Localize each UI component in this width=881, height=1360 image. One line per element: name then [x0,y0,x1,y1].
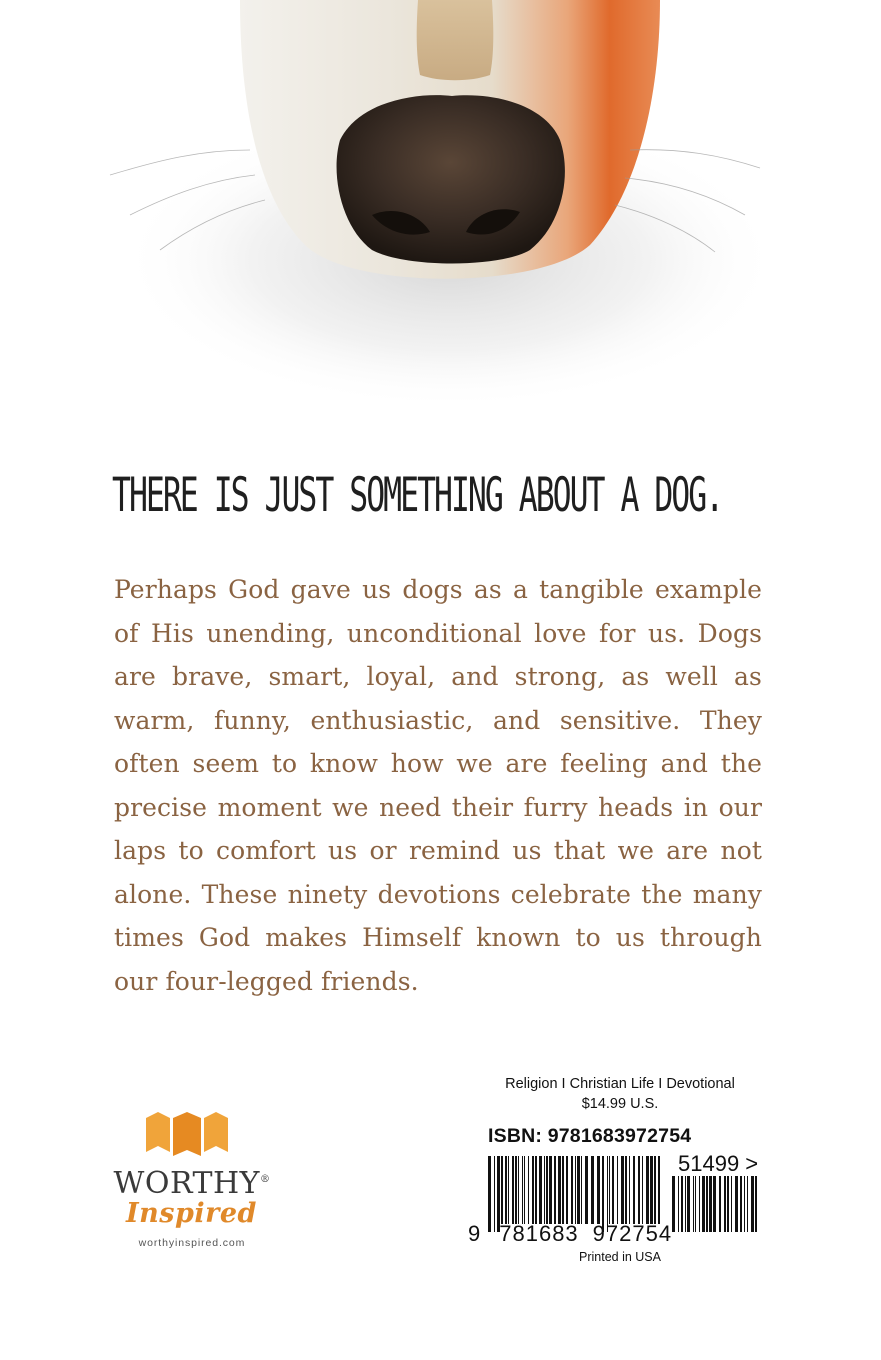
price-text: $14.99 U.S. [581,1096,659,1112]
barcode-bar [633,1156,635,1224]
barcode-bar [577,1156,580,1224]
barcode-bar [609,1156,610,1224]
barcode-bar [501,1156,503,1224]
publisher-url: worthyinspired.com [138,1237,246,1249]
barcode-block [468,1076,778,1276]
barcode-bar [638,1156,640,1224]
barcode-bar [658,1156,660,1224]
publisher-logo [112,1112,272,1252]
barcode-bar [505,1156,507,1224]
barcode-bar [581,1156,582,1224]
addon-bar [731,1176,732,1232]
barcode-bar [621,1156,624,1224]
barcode-bar [562,1156,564,1224]
addon-bar [699,1176,700,1232]
isbn-label: ISBN: 9781683972754 [488,1125,692,1147]
barcode-bar [518,1156,519,1224]
barcode-bar [575,1156,576,1224]
addon-bar [709,1176,712,1232]
addon-bar [755,1176,757,1232]
printed-in-text: Printed in USA [579,1250,661,1264]
addon-number: 51499 > [678,1151,759,1176]
imprint-name: Inspired [126,1198,257,1229]
barcode-bar [625,1156,627,1224]
addon-bar [727,1176,729,1232]
barcode-bar [539,1156,542,1224]
addon-bar [706,1176,708,1232]
price-addon-barcode [672,1176,762,1232]
addon-bar [702,1176,705,1232]
barcode-bar [617,1156,618,1224]
addon-bar [719,1176,721,1232]
addon-bar [724,1176,726,1232]
addon-bar [693,1176,694,1232]
barcode-bar [554,1156,556,1224]
addon-bar [678,1176,679,1232]
barcode-bar [612,1156,614,1224]
addon-bar [713,1176,716,1232]
barcode-bar [515,1156,517,1224]
addon-bar [747,1176,748,1232]
barcode-bar [546,1156,548,1224]
barcode-bar [629,1156,630,1224]
addon-bar [751,1176,754,1232]
barcode-bar [566,1156,568,1224]
barcode-bar [646,1156,649,1224]
barcode-bar [512,1156,514,1224]
barcode-bar [544,1156,545,1224]
barcode-bar [528,1156,529,1224]
barcode-bar [535,1156,537,1224]
barcode-bar [508,1156,509,1224]
barcode-bar [597,1156,600,1224]
barcode-bar [558,1156,561,1224]
addon-bar [744,1176,745,1232]
addon-bar [695,1176,696,1232]
barcode-bar [571,1156,573,1224]
addon-bar [672,1176,675,1232]
addon-bar [740,1176,742,1232]
barcode-bar [549,1156,552,1224]
barcode-bar [585,1156,588,1224]
barcode-bar [532,1156,534,1224]
dog-nose-image [0,0,881,420]
barcode-bar [654,1156,656,1224]
barcode-bar [524,1156,525,1224]
addon-bar [735,1176,738,1232]
publisher-name: WORTHY® [113,1166,271,1201]
book-pages-icon [146,1112,228,1162]
headline: THERE IS JUST SOMETHING ABOUT A DOG. [112,468,723,523]
addon-bar [685,1176,686,1232]
category-text: Religion I Christian Life I Devotional [505,1076,735,1092]
barcode-digits: 9 781683 972754 [468,1221,673,1246]
addon-bar [681,1176,683,1232]
addon-bar [687,1176,690,1232]
barcode-bar [650,1156,653,1224]
barcode-bar [591,1156,594,1224]
barcode-bar [522,1156,523,1224]
barcode-bar [642,1156,643,1224]
description-text: Perhaps God gave us dogs as a tangible example of His unending, unconditional love for us. Dogs are brave, smart, loyal, and strong, as well as warm, funny, enthusiastic, and sensitive. They often seem to know how we are feeling and the precise moment we need their furry heads in our laps to comfort us or remind us that we are not alone. These ninety devotions celebrate the many times God makes Himself known to us through our four-legged friends. [114,575,762,996]
